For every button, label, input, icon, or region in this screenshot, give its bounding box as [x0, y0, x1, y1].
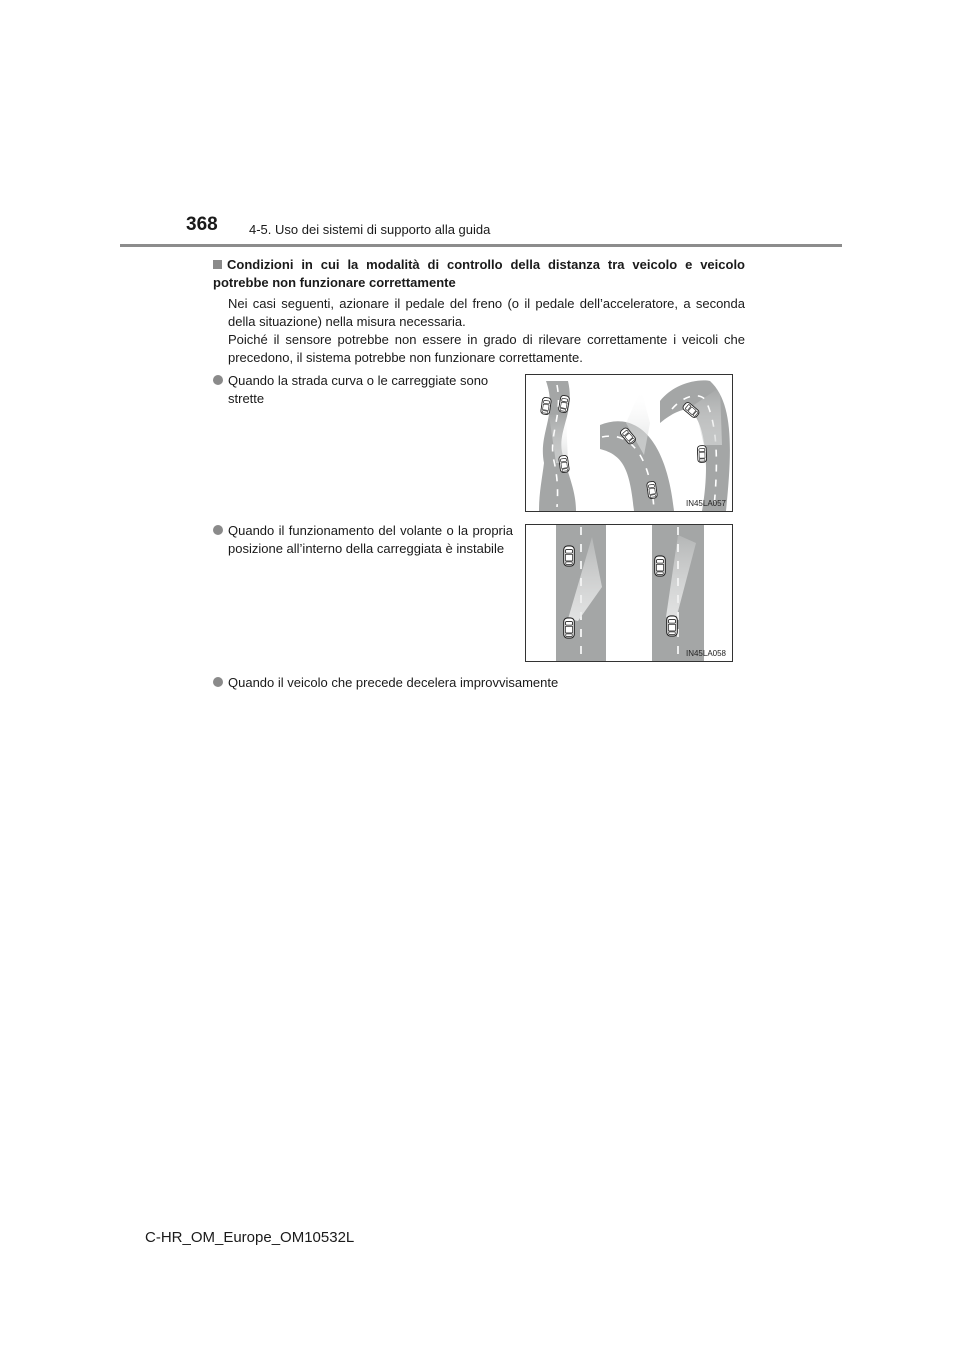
unstable-lane-illustration — [526, 525, 732, 661]
figure-unstable-lane — [525, 524, 733, 662]
bullet-icon — [213, 525, 223, 535]
subsection-heading — [213, 256, 745, 292]
figure-code: IN45LA057 — [685, 499, 726, 508]
heading-text: Condizioni in cui la modalità di controllo della distanza tra veicolo e veicolo potrebbe non funzionare correttamente — [213, 257, 745, 290]
page-number: 368 — [186, 214, 218, 235]
figure-code: IN45LA058 — [685, 649, 726, 658]
header-rule — [120, 244, 842, 247]
paragraph-brake-advice: Nei casi seguenti, azionare il pedale del freno (o il pedale dell’acceleratore, a seconda della situazione) nella misura necessaria. — [228, 296, 745, 329]
square-bullet-icon — [213, 260, 222, 269]
bullet-icon — [213, 375, 223, 385]
curved-roads-illustration — [526, 375, 732, 511]
figure-curved-roads — [525, 374, 733, 512]
footer-document-id: C-HR_OM_Europe_OM10532L — [145, 1229, 355, 1246]
bullet-icon — [213, 677, 223, 687]
paragraph-sensor-warning: Poiché il sensore potrebbe non essere in grado di rilevare correttamente i veicoli che precedono, il sistema potrebbe non funzionare correttamente. — [228, 332, 745, 365]
section-title: 4-5. Uso dei sistemi di supporto alla guida — [249, 222, 491, 237]
